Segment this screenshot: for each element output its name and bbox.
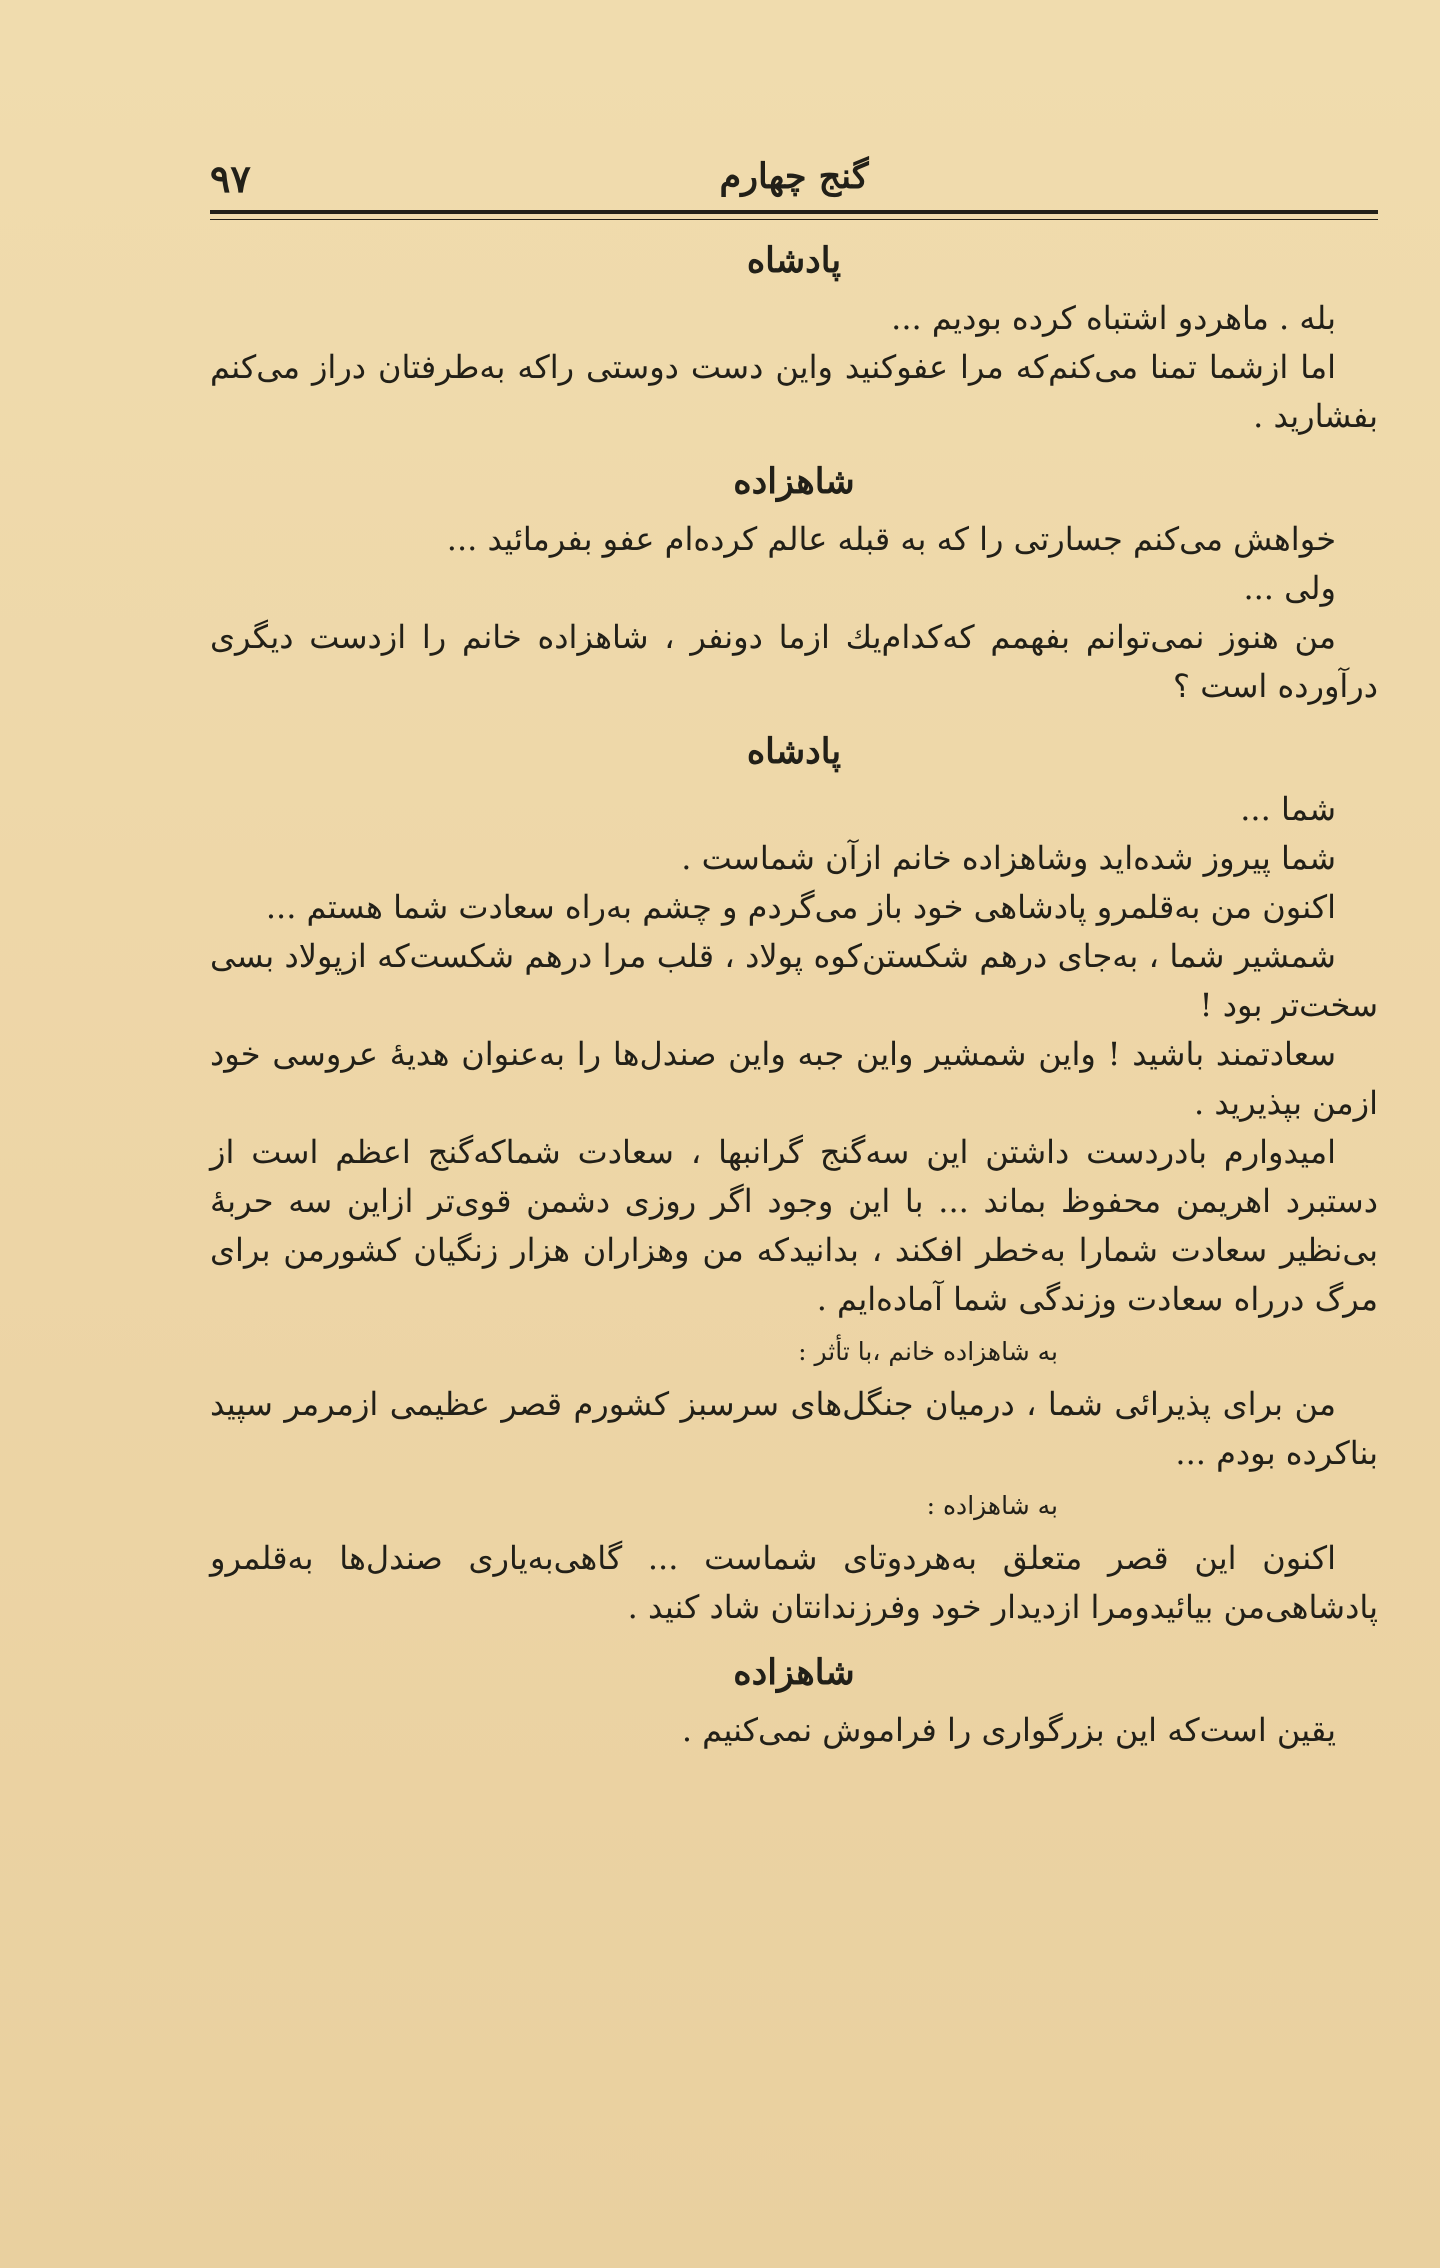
speaker-heading: شاهزاده — [733, 1652, 855, 1693]
page-body — [210, 236, 1378, 1755]
dialogue-line: سعادتمند باشید ! واین شمشیر واین جبه واین صندل‌ها را به‌عنوان هدیهٔ عروسی خود ازمن بپذیرید . — [210, 1035, 1378, 1122]
dialogue-line: بله . ماهردو اشتباه کرده بودیم ... — [891, 299, 1336, 337]
speaker-heading: شاهزاده — [733, 461, 855, 502]
header-rule-thick — [210, 210, 1378, 214]
dialogue-line: من هنوز نمی‌توانم بفهمم که‌کدام‌یك ازما دونفر ، شاهزاده خانم را ازدست دیگری درآورده است ؟ — [210, 618, 1378, 705]
dialogue-line: شمشیر شما ، به‌جای درهم شکستن‌کوه پولاد ، قلب مرا درهم شکست‌که ازپولاد بسی سخت‌تر بود ! — [210, 937, 1378, 1024]
running-title: گنج چهارم — [719, 156, 869, 197]
speaker-heading: پادشاه — [746, 731, 842, 772]
dialogue-line: امیدوارم بادردست داشتن این سه‌گنج گرانبها ، سعادت شماکه‌گنج اعظم است از دستبرد اهریمن محفوظ بماند ... با این وجود اگر روزی دشمن قوی‌تر ازاین سه حربهٔ بی‌نظیر سعادت شمارا به‌خطر افکند ، بدانیدکه من وهزاران هزار زنگیان کشورمن برای مرگ درراه سعادت وزندگی شما آماده‌ایم . — [210, 1133, 1378, 1318]
page-number: ۹۷ — [210, 156, 251, 201]
stage-direction: به شاهزاده خانم ،با تأثر : — [798, 1337, 1058, 1366]
dialogue-line: خواهش می‌کنم جسارتی را که به قبله عالم کرده‌ام عفو بفرمائید ... — [446, 520, 1336, 558]
dialogue-line: اکنون من به‌قلمرو پادشاهی خود باز می‌گردم و چشم به‌راه سعادت شما هستم ... — [265, 888, 1336, 926]
speaker-heading: پادشاه — [746, 240, 842, 281]
dialogue-line: اما ازشما تمنا می‌کنم‌که مرا عفوکنید واین دست دوستی راکه به‌طرفتان دراز می‌کنم بفشارید . — [210, 348, 1378, 435]
dialogue-line: ولی ... — [1243, 569, 1336, 607]
dialogue-line: اکنون این قصر متعلق به‌هردوتای شماست ... گاهی‌به‌یاری صندل‌ها به‌قلمرو پادشاهی‌من بیائیدومرا ازدیدار خود وفرزندانتان شاد کنید . — [210, 1539, 1378, 1626]
dialogue-line: شما ... — [1240, 790, 1336, 828]
header-rule-thin — [210, 219, 1378, 220]
dialogue-line: یقین است‌که این بزرگواری را فراموش نمی‌کنیم . — [681, 1711, 1336, 1749]
page-header — [210, 150, 1378, 206]
dialogue-line: شما پیروز شده‌اید وشاهزاده خانم ازآن شماست . — [681, 839, 1336, 877]
dialogue-line: من برای پذیرائی شما ، درمیان جنگل‌های سرسبز کشورم قصر عظیمی ازمرمر سپید بناکرده بودم ... — [210, 1385, 1378, 1472]
stage-direction: به شاهزاده : — [926, 1491, 1058, 1520]
